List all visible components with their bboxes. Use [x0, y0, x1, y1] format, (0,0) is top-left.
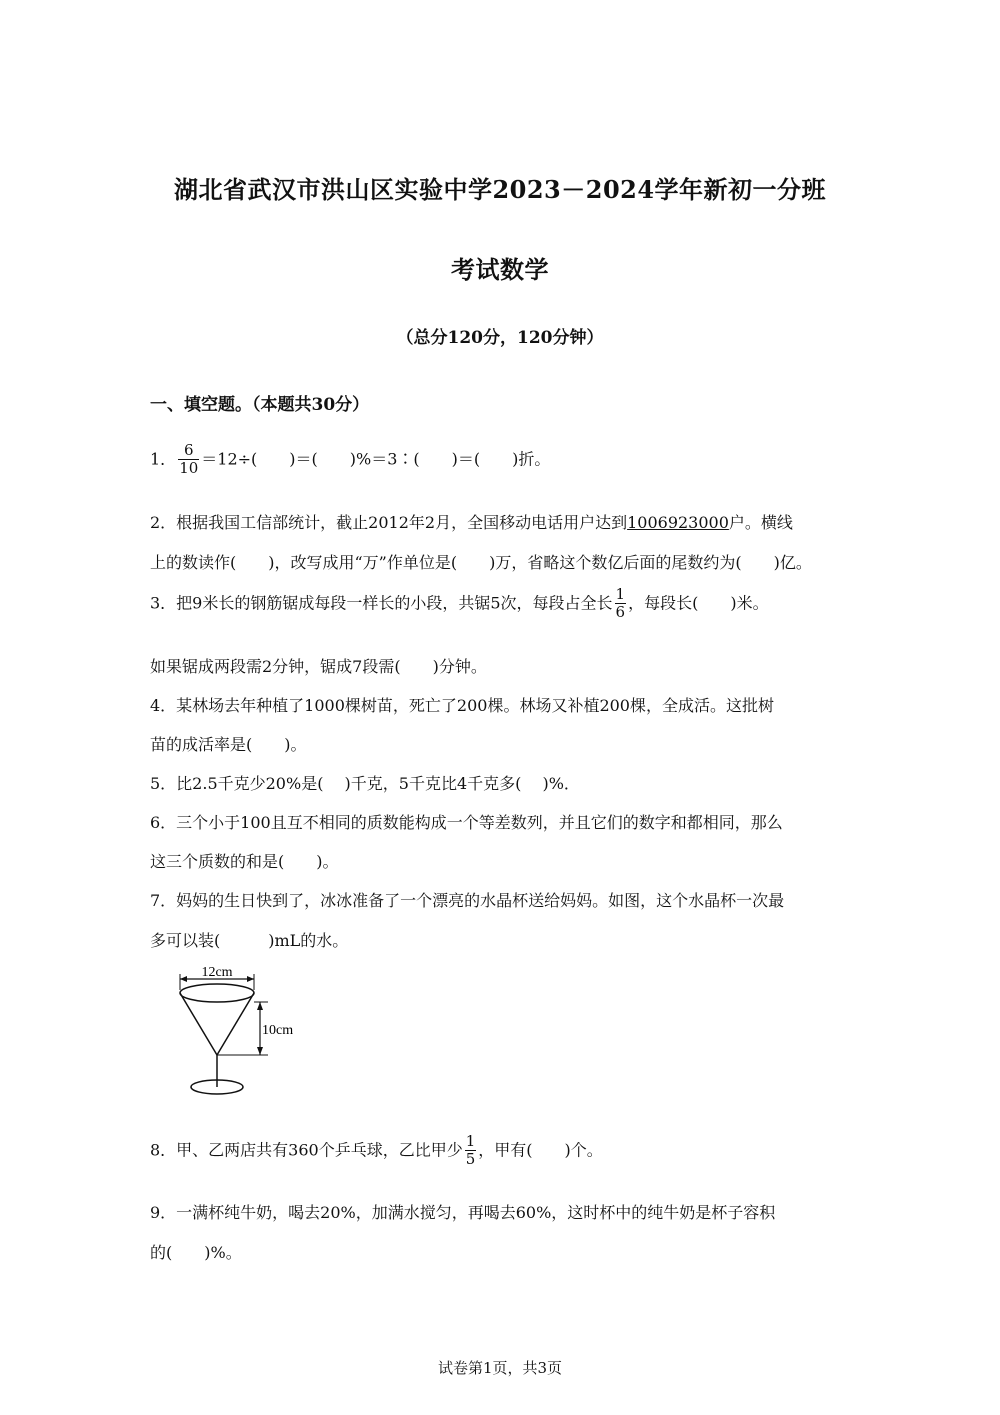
exam-title-line2: 考试数学 [451, 255, 549, 284]
fraction-numerator: 1 [615, 585, 626, 603]
q3-prefix: 3．把9米长的钢筋锯成每段一样长的小段，共锯5次，每段占全长 [150, 593, 613, 613]
question-2-line1 [150, 510, 793, 533]
diameter-label: 12cm [201, 965, 233, 980]
exam-subtitle: （总分120分，120分钟） [396, 328, 604, 348]
fraction [615, 586, 627, 622]
q2-suffix: 户。横线 [728, 513, 793, 532]
question-3-line2: 如果锯成两段需2分钟，锯成7段需( )分钟。 [150, 657, 487, 676]
question-8 [150, 1133, 603, 1169]
q2-underlined-number: 1006923000 [627, 513, 729, 532]
q8-prefix: 8．甲、乙两店共有360个乒乓球，乙比甲少 [150, 1140, 463, 1160]
question-4-line2: 苗的成活率是( )。 [150, 735, 307, 754]
cup-rim [180, 984, 254, 1002]
exam-title-line1: 湖北省武汉市洪山区实验中学2023－2024学年新初一分班 [173, 175, 827, 204]
page-footer: 试卷第1页，共3页 [437, 1359, 563, 1377]
q1-prefix: 1． [150, 449, 177, 469]
fraction-numerator: 6 [183, 441, 194, 459]
q2-prefix: 2．根据我国工信部统计，截止2012年2月，全国移动电话用户达到 [150, 513, 628, 532]
question-9-line1: 9．一满杯纯牛奶，喝去20%，加满水搅匀，再喝去60%，这时杯中的纯牛奶是杯子容积 [150, 1203, 776, 1222]
crystal-cup-figure [170, 960, 320, 1105]
question-1 [150, 442, 550, 478]
q3-suffix: ，每段长( )米。 [628, 593, 769, 613]
question-7-line2: 多可以装( )mL的水。 [150, 931, 349, 950]
fraction [178, 442, 199, 478]
fraction-denominator: 5 [465, 1150, 476, 1169]
q1-text: ＝12÷( )＝( )%＝3∶( )＝( )折。 [201, 449, 551, 469]
question-4-line1: 4．某林场去年种植了1000棵树苗，死亡了200棵。林场又补植200棵，全成活。这批树 [150, 696, 774, 715]
question-6-line2: 这三个质数的和是( )。 [150, 852, 339, 871]
height-label: 10cm [262, 1023, 294, 1038]
fraction-denominator: 10 [179, 459, 199, 478]
question-5: 5．比2.5千克少20%是( )千克，5千克比4千克多( )%． [150, 774, 580, 793]
question-3-line1 [150, 586, 769, 622]
question-9-line2: 的( )%。 [150, 1243, 242, 1262]
fraction-denominator: 6 [615, 603, 626, 622]
q8-suffix: ，甲有( )个。 [478, 1140, 603, 1160]
section-heading: 一、填空题。（本题共30分） [150, 395, 370, 415]
fraction-numerator: 1 [465, 1132, 476, 1150]
question-7-line1: 7．妈妈的生日快到了，冰冰准备了一个漂亮的水晶杯送给妈妈。如图，这个水晶杯一次最 [150, 891, 785, 910]
question-2-line2: 上的数读作( )，改写成用“万”作单位是( )万，省略这个数亿后面的尾数约为( )亿。 [150, 553, 812, 572]
question-6-line1: 6．三个小于100且互不相同的质数能构成一个等差数列，并且它们的数字和都相同，那么 [150, 813, 783, 832]
fraction [465, 1133, 477, 1169]
